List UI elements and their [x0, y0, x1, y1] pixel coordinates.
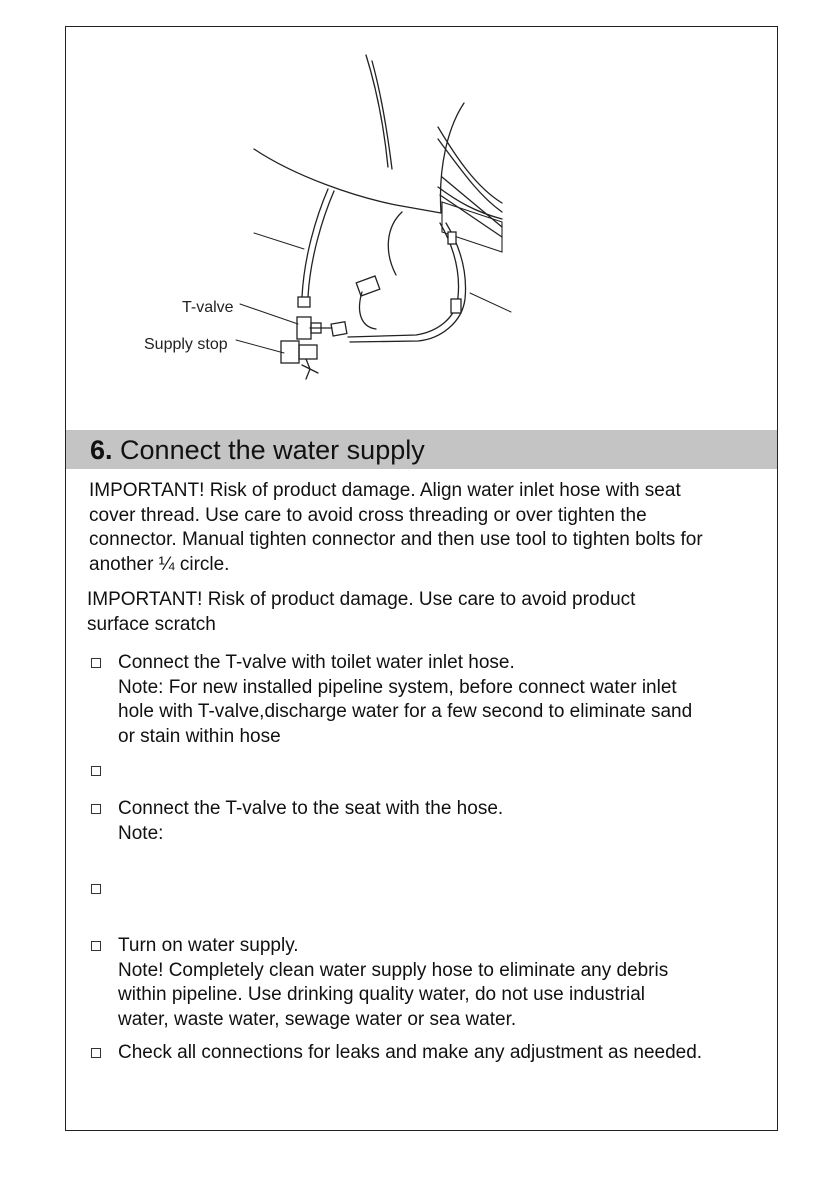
toilet-bowl-outline: [254, 149, 441, 213]
checkbox-icon: [91, 658, 101, 668]
step-line: Note: For new installed pipeline system, before connect water inlet: [118, 676, 677, 698]
important-notice-2: [87, 588, 635, 637]
hose-connector: [356, 276, 380, 296]
step-line: Connect the T-valve to the seat with the hose.: [118, 798, 504, 819]
important-notice-2-line: surface scratch: [87, 613, 216, 635]
step-text: [118, 651, 768, 749]
section-header: [66, 430, 777, 469]
step-line: or stain within hose: [118, 725, 281, 747]
supply-stop-label: Supply stop: [144, 336, 228, 353]
step-line: hole with T-valve,discharge water for a few second to eliminate sand: [118, 701, 693, 722]
step-line: Note! Completely clean water supply hose to eliminate any debris: [118, 959, 669, 981]
t-valve-label: T-valve: [182, 299, 234, 316]
step-line: Connect the T-valve with toilet water inlet hose.: [118, 652, 515, 673]
important-notice-1-line: cover thread. Use care to avoid cross threading or over tighten the: [89, 504, 647, 526]
checkbox-icon: [91, 884, 101, 894]
t-valve-shape: [298, 297, 310, 307]
step-text: [118, 934, 768, 1032]
important-notice-1-line: connector. Manual tighten connector and then use tool to tighten bolts for: [89, 529, 703, 550]
toilet-inlet-hose: [302, 189, 328, 297]
step-line: Turn on water supply.: [118, 935, 299, 956]
water-supply-diagram: [66, 27, 777, 429]
section-title: [90, 435, 425, 465]
important-notice-1-line: another ¼ circle.: [89, 553, 230, 575]
section-title-text: Connect the water supply: [120, 435, 425, 465]
checkbox-icon: [91, 804, 101, 814]
section-number: 6.: [90, 435, 113, 465]
important-notice-2-line: IMPORTANT! Risk of product damage. Use care to avoid product: [87, 589, 636, 610]
checkbox-icon: [91, 1048, 101, 1058]
checkbox-icon: [91, 941, 101, 951]
important-notice-1: [89, 479, 703, 577]
checkbox-icon: [91, 766, 101, 776]
installation-illustration: [66, 27, 777, 429]
step-line: Note:: [118, 822, 164, 844]
important-notice-1-line: IMPORTANT! Risk of product damage. Align water inlet hose with seat: [89, 480, 681, 501]
supply-stop-shape: [281, 341, 299, 363]
step-text: [118, 1041, 768, 1066]
step-text: [118, 797, 768, 846]
step-line: within pipeline. Use drinking quality water, do not use industrial: [118, 984, 646, 1005]
step-line: water, waste water, sewage water or sea water.: [118, 1008, 517, 1030]
step-line: Check all connections for leaks and make any adjustment as needed.: [118, 1042, 703, 1063]
